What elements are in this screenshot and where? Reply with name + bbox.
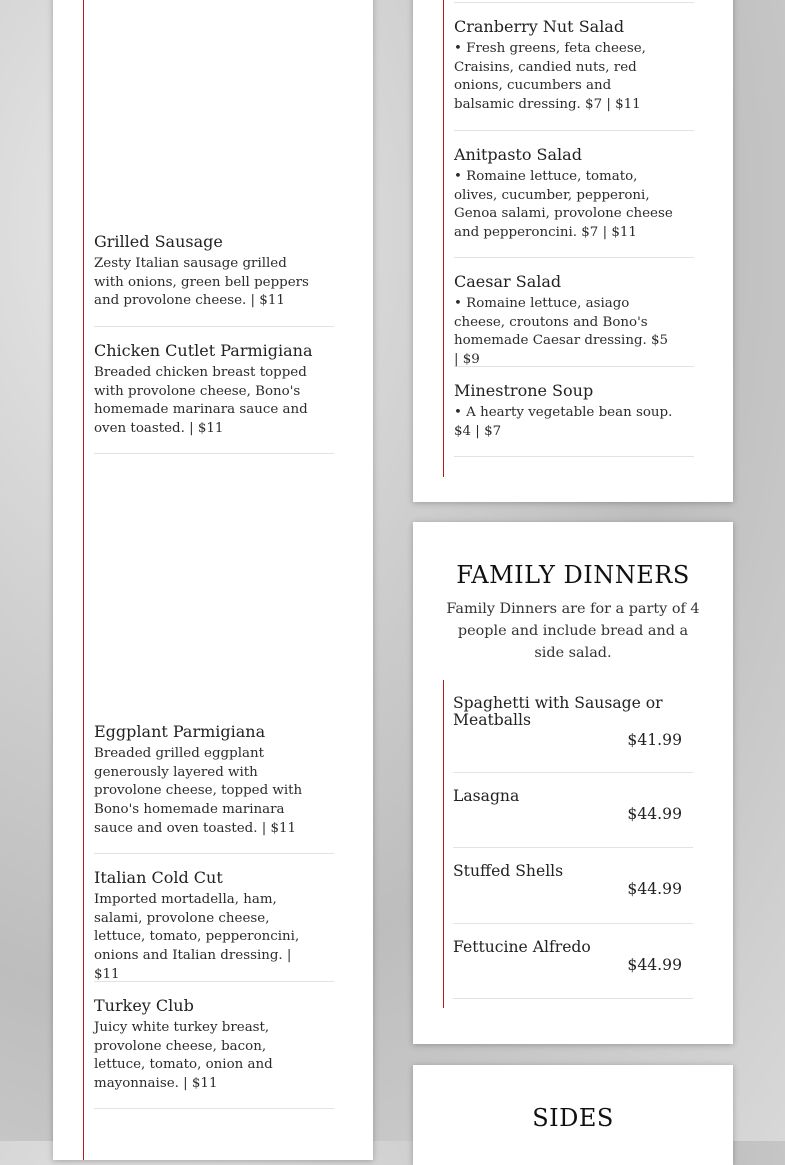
menu-item-description: • Romaine lettuce, asiago cheese, croutons and Bono's homemade Caesar dressing. $5 | $9 bbox=[454, 296, 669, 368]
menu-accent-line bbox=[443, 680, 444, 1008]
menu-item-name: Italian Cold Cut bbox=[94, 868, 223, 887]
family-dinners-card bbox=[413, 522, 733, 1044]
section-intro: Family Dinners are for a party of 4 people and include bread and a side salad. bbox=[446, 601, 700, 661]
menu-item-name: Grilled Sausage bbox=[94, 232, 223, 251]
family-dinner-price: $44.99 bbox=[627, 880, 682, 898]
section-title: FAMILY DINNERS bbox=[456, 561, 690, 589]
menu-accent-line bbox=[83, 0, 84, 1160]
menu-item-name: Eggplant Parmigiana bbox=[94, 722, 266, 741]
salads-menu-card bbox=[413, 0, 733, 502]
family-dinner-item bbox=[453, 863, 693, 924]
family-dinner-item bbox=[453, 788, 693, 848]
menu-item-description: • Romaine lettuce, tomato, olives, cucumber, pepperoni, Genoa salami, provolone cheese and pepperoncini. $7 | $11 bbox=[454, 169, 673, 241]
menu-item-description: Breaded grilled eggplant generously layered with provolone cheese, topped with Bono's homemade marinara sauce and oven toasted. | $11 bbox=[94, 746, 303, 836]
menu-item-name: Caesar Salad bbox=[454, 272, 562, 291]
family-dinner-price: $44.99 bbox=[627, 805, 682, 823]
menu-item-description: Imported mortadella, ham, salami, provolone cheese, lettuce, tomato, pepperoncini, onions and Italian dressing. | $11 bbox=[94, 892, 300, 982]
family-dinner-name: Fettucine Alfredo bbox=[453, 938, 591, 956]
menu-item bbox=[94, 997, 334, 1109]
sides-card bbox=[413, 1065, 733, 1165]
menu-item-description: • Fresh greens, feta cheese, Craisins, candied nuts, red onions, cucumbers and balsamic dressing. $7 | $11 bbox=[454, 41, 646, 113]
menu-item bbox=[94, 342, 334, 454]
menu-item-description: Juicy white turkey breast, provolone cheese, bacon, lettuce, tomato, onion and mayonnaise. | $11 bbox=[94, 1020, 273, 1092]
menu-item bbox=[94, 723, 334, 854]
menu-item bbox=[94, 233, 334, 327]
menu-item bbox=[94, 869, 334, 982]
menu-item bbox=[454, 382, 694, 457]
family-dinner-name: Spaghetti with Sausage or Meatballs bbox=[453, 694, 663, 729]
menu-item-description: • A hearty vegetable bean soup. $4 | $7 bbox=[454, 405, 673, 439]
family-dinner-name: Stuffed Shells bbox=[453, 862, 564, 880]
menu-item bbox=[454, 273, 694, 367]
family-dinner-price: $44.99 bbox=[627, 956, 682, 974]
menu-item-description: Breaded chicken breast topped with provolone cheese, Bono's homemade marinara sauce and oven toasted. | $11 bbox=[94, 365, 308, 437]
menu-item-name: Chicken Cutlet Parmigiana bbox=[94, 341, 313, 360]
section-title: SIDES bbox=[532, 1104, 614, 1132]
family-dinner-item bbox=[453, 939, 693, 999]
menu-item-name: Cranberry Nut Salad bbox=[454, 17, 625, 36]
menu-item-description: Zesty Italian sausage grilled with onions, green bell peppers and provolone cheese. | $11 bbox=[94, 256, 309, 309]
family-dinner-price: $41.99 bbox=[627, 731, 682, 749]
family-dinner-name: Lasagna bbox=[453, 787, 520, 805]
menu-item-name: Anitpasto Salad bbox=[454, 145, 582, 164]
menu-item-name: Turkey Club bbox=[94, 996, 194, 1015]
divider bbox=[454, 2, 694, 3]
menu-item-name: Minestrone Soup bbox=[454, 381, 594, 400]
sandwich-menu-card bbox=[53, 0, 373, 1160]
menu-item bbox=[454, 146, 694, 258]
menu-item bbox=[454, 18, 694, 131]
family-dinner-item bbox=[453, 695, 693, 773]
menu-accent-line bbox=[443, 0, 444, 477]
